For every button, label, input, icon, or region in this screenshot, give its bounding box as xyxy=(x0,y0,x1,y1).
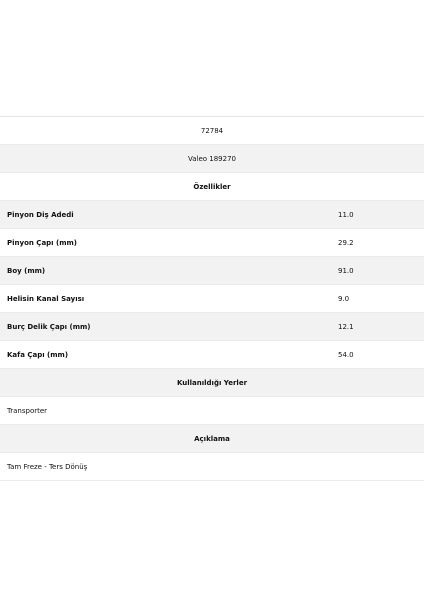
description-heading: Açıklama xyxy=(194,434,230,443)
description-text: Tam Freze - Ters Dönüş xyxy=(7,462,88,471)
spec-label: Helisin Kanal Sayısı xyxy=(7,294,85,303)
spec-value: 54.0 xyxy=(338,350,354,359)
spec-row xyxy=(0,257,424,285)
spec-row xyxy=(0,229,424,257)
spec-row xyxy=(0,313,424,341)
spec-value: 12.1 xyxy=(338,322,354,331)
product-reference: Valeo 189270 xyxy=(187,154,236,163)
spec-row xyxy=(0,341,424,369)
spec-label: Pinyon Diş Adedi xyxy=(7,210,74,219)
spec-value: 11.0 xyxy=(338,210,354,219)
specs-heading-row xyxy=(0,173,424,201)
product-reference-row xyxy=(0,145,424,173)
spec-label: Boy (mm) xyxy=(7,266,46,275)
spec-value: 91.0 xyxy=(338,266,354,275)
usage-heading: Kullanıldığı Yerler xyxy=(176,378,248,387)
usage-row xyxy=(0,397,424,425)
specs-heading: Özellikler xyxy=(193,182,231,191)
spec-value: 9.0 xyxy=(338,294,350,303)
spec-label: Kafa Çapı (mm) xyxy=(7,350,69,359)
spec-row xyxy=(0,285,424,313)
description-heading-row xyxy=(0,425,424,453)
spec-table xyxy=(0,116,424,481)
product-code-row xyxy=(0,117,424,145)
product-code: 72784 xyxy=(200,126,224,135)
spec-label: Burç Delik Çapı (mm) xyxy=(7,322,91,331)
spec-label: Pinyon Çapı (mm) xyxy=(7,238,77,247)
usage-text: Transporter xyxy=(7,406,48,415)
spec-row xyxy=(0,201,424,229)
spec-value: 29.2 xyxy=(338,238,354,247)
description-row xyxy=(0,453,424,481)
usage-heading-row xyxy=(0,369,424,397)
